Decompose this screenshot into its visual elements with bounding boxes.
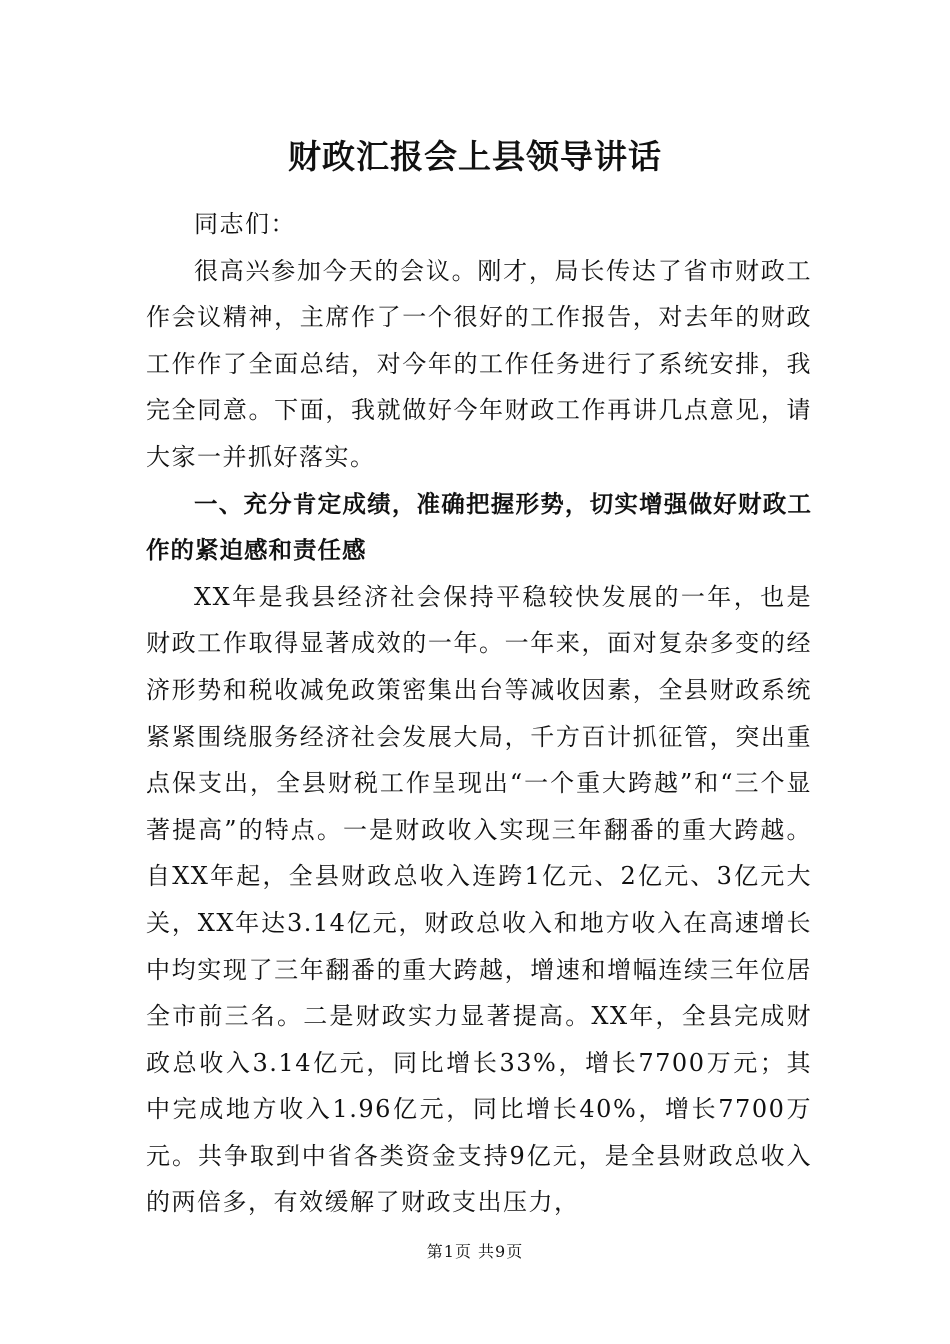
document-body (146, 201, 812, 1226)
section-heading-1: 一、充分肯定成绩，准确把握形势，切实增强做好财政工作的紧迫感和责任感 (146, 489, 812, 565)
document-title: 财政汇报会上县领导讲话 (288, 137, 662, 176)
salutation: 同志们： (194, 210, 296, 238)
page-footer: 第1页 共9页 (426, 1242, 524, 1261)
paragraph-achievements: XX年是我县经济社会保持平稳较快发展的一年，也是财政工作取得显著成效的一年。一年来，面对复杂多变的经济形势和税收减免政策密集出台等减收因素，全县财政系统紧紧围绕服务经济社会发展大局，千方百计抓征管，突出重点保支出，全县财税工作呈现出“一个重大跨越”和“三个显著提高”的特点。一是财政收入实现三年翻番的重大跨越。自XX年起，全县财政总收入连跨1亿元、2亿元、3亿元大关，XX年达3.14亿元，财政总收入和地方收入在高速增长中均实现了三年翻番的重大跨越，增速和增幅连续三年位居全市前三名。二是财政实力显著提高。XX年，全县完成财政总收入3.14亿元，同比增长33%，增长7700万元；其中完成地方收入1.96亿元，同比增长40%，增长7700万元。共争取到中省各类资金支持9亿元，是全县财政总收入的两倍多，有效缓解了财政支出压力， (146, 582, 812, 1217)
paragraph-opening: 很高兴参加今天的会议。刚才，局长传达了省市财政工作会议精神，主席作了一个很好的工作报告，对去年的财政工作作了全面总结，对今年的工作任务进行了系统安排，我完全同意。下面，我就做好今年财政工作再讲几点意见，请大家一并抓好落实。 (146, 256, 812, 471)
